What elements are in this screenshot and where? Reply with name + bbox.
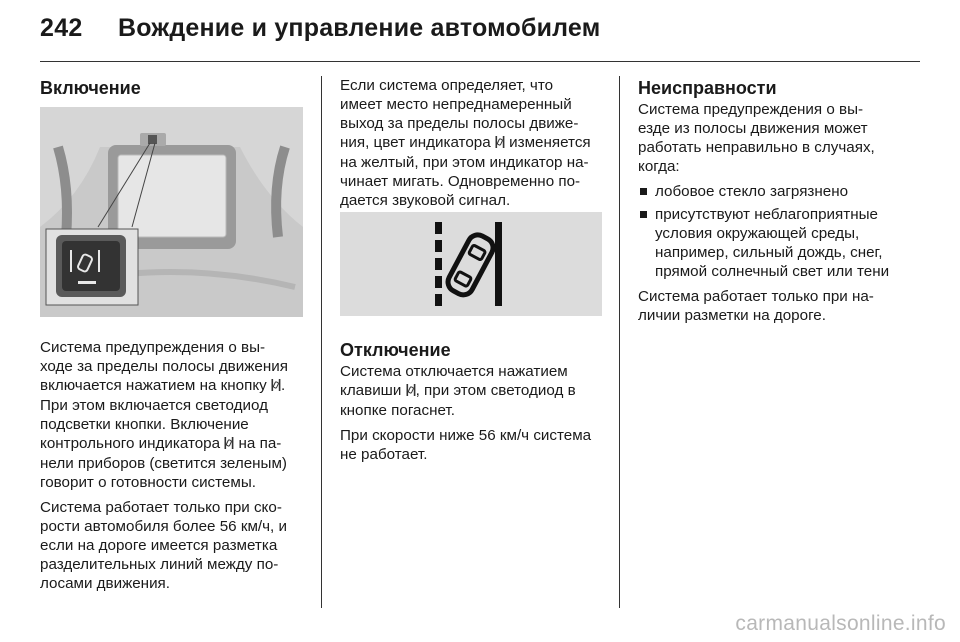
lane-departure-icon xyxy=(271,377,281,396)
heading-enable: Включение xyxy=(40,78,141,98)
paragraph-detect: Если система определяет, что имеет место непреднамеренный выход за пределы полосы движе- ния, цвет индикатора изменяется на желтый, при этом индикатор на- чинает мигать. Одновременно по- дается звуковой сигнал. xyxy=(340,77,591,209)
column-divider xyxy=(321,76,322,608)
heading-disable: Отключение xyxy=(340,340,451,360)
column-divider xyxy=(619,76,620,608)
page-number: 242 xyxy=(40,14,83,42)
bullet-square-icon xyxy=(640,188,647,195)
header-rule xyxy=(40,61,920,62)
bullet-square-icon xyxy=(640,211,647,218)
list-item: лобовое стекло загрязнено xyxy=(638,182,906,201)
heading-malfunction: Неисправности xyxy=(638,78,777,98)
dashboard-photo xyxy=(40,107,303,317)
malfunction-list xyxy=(638,182,906,281)
page-header xyxy=(40,14,920,54)
lane-departure-icon xyxy=(406,382,416,401)
paragraph-speed-limit: При скорости ниже 56 км/ч система не работает. xyxy=(340,427,592,463)
paragraph-disable: Система отключается нажатием клавиши , при этом светодиод в кнопке погаснет. xyxy=(340,363,576,419)
column-3 xyxy=(638,76,906,331)
page-title: Вождение и управление автомобилем xyxy=(118,14,601,42)
paragraph-markings: Система работает только при на- личии разметки на дороге. xyxy=(638,288,874,324)
paragraph-enable-2: Система работает только при ско- рости автомобиля более 56 км/ч, и если на дороге имеется разметка разделительных линий между по- лосами движения. xyxy=(40,499,287,592)
watermark: carmanualsonline.info xyxy=(735,612,946,635)
list-item: присутствуют неблагоприятные условия окружающей среды, например, сильный дождь, снег, прямой солнечный свет или тени xyxy=(638,205,906,281)
paragraph-malfunction: Система предупреждения о вы- езде из полосы движения может работать неправильно в случаях, когда: xyxy=(638,101,875,175)
lane-departure-indicator-icon xyxy=(340,212,602,316)
lane-departure-icon xyxy=(224,435,234,454)
lane-departure-icon xyxy=(495,134,505,153)
paragraph-enable-1: Система предупреждения о вы- ходе за пределы полосы движения включается нажатием на кнопку . При этом включается светодиод подсветки кнопки. Включение контрольного индикатора на па- нели приборов (светится зеленым) говорит о готовности системы. xyxy=(40,339,288,491)
